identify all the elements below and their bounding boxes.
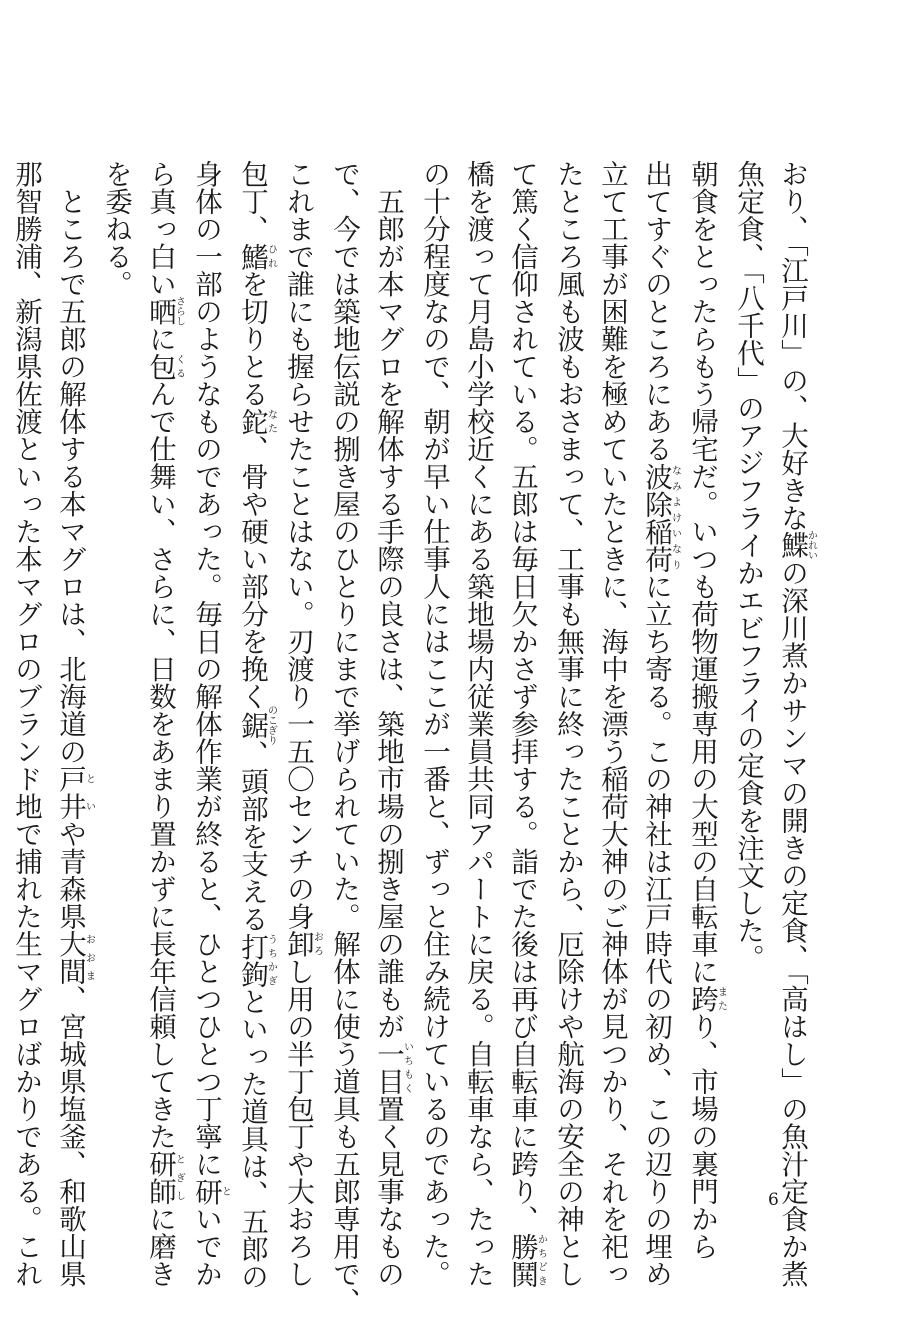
furigana: また bbox=[715, 985, 727, 1013]
ruby-base: 一目 bbox=[372, 1040, 404, 1095]
ruby-word bbox=[144, 296, 185, 327]
text-run: の深川煮かサンマの開きの定食、「高はし」の魚汁定食か煮 bbox=[776, 558, 808, 1288]
ruby-word bbox=[236, 242, 277, 271]
furigana: と bbox=[219, 1177, 231, 1205]
ruby-word bbox=[282, 930, 323, 958]
ruby-base: 研 bbox=[190, 1177, 222, 1205]
text-run: し用の半丁包丁や大おろし bbox=[282, 957, 314, 1288]
furigana: おおま bbox=[83, 930, 95, 985]
ruby-base: 晒 bbox=[144, 296, 176, 327]
text-column bbox=[590, 160, 634, 1288]
text-column bbox=[500, 160, 547, 1288]
text-column bbox=[546, 160, 590, 1288]
text-run: これまで誰にも握らせたことはない。刃渡り一五〇センチの身 bbox=[282, 160, 314, 930]
text-run: 身体の一部のようなものであった。毎日の解体作業が終ると、ひとつひとつ丁寧に bbox=[190, 160, 222, 1178]
ruby-word bbox=[236, 705, 277, 745]
furigana: くる bbox=[173, 352, 185, 380]
ruby-base: 波除稲荷 bbox=[640, 462, 672, 573]
ruby-base: 鰈 bbox=[776, 530, 808, 560]
text-column bbox=[138, 160, 185, 1288]
text-column bbox=[412, 160, 456, 1288]
ruby-word bbox=[236, 407, 277, 436]
text-column bbox=[4, 160, 48, 1288]
text-column bbox=[0, 160, 4, 1164]
text-run: 包丁、 bbox=[236, 160, 268, 243]
text-run: を委ねる。 bbox=[100, 160, 132, 298]
ruby-word bbox=[686, 985, 727, 1013]
text-run: おり、「江戸川」の、大好きな bbox=[776, 160, 808, 532]
text-run: 、宮城県塩釜、和歌山県 bbox=[54, 985, 86, 1288]
ruby-base: 大間 bbox=[54, 930, 86, 985]
text-run: 魚定食、「八千代」のアジフライかエビフライの定食を注文した。 bbox=[732, 160, 764, 972]
text-column bbox=[680, 160, 727, 1260]
text-run: の十分程度なので、朝が早い仕事人にはここが一番と、ずっと住み続けているのであった。 bbox=[418, 160, 450, 1288]
text-column-first bbox=[770, 160, 817, 1288]
text-run: 、骨や硬い部分を挽く bbox=[236, 435, 268, 710]
ruby-base: 跨 bbox=[686, 985, 718, 1013]
text-column bbox=[230, 160, 277, 1290]
ruby-word bbox=[144, 352, 185, 381]
ruby-word bbox=[54, 930, 95, 985]
furigana: さらし bbox=[173, 296, 185, 327]
text-run: 、頭部を支える bbox=[236, 740, 268, 933]
ruby-word bbox=[236, 932, 277, 988]
text-column bbox=[726, 160, 770, 1164]
ruby-base: 鉈 bbox=[236, 407, 268, 435]
text-run: を切りとる bbox=[236, 270, 268, 408]
page-number: 6 bbox=[768, 1190, 779, 1210]
ruby-base: 研師 bbox=[144, 1150, 176, 1205]
text-column bbox=[322, 160, 366, 1315]
ruby-base: 卸 bbox=[282, 930, 314, 958]
text-run: で、今では築地伝説の捌き屋のひとりにまで挙げられていた。解体に使う道具も五郎専用で、 bbox=[328, 160, 360, 1315]
furigana: うちかぎ bbox=[265, 932, 277, 988]
ruby-base: 鋸 bbox=[236, 705, 268, 745]
furigana: のこぎり bbox=[265, 705, 277, 745]
furigana: かれい bbox=[805, 530, 817, 560]
text-run: 出てすぐのところにある bbox=[640, 160, 672, 463]
ruby-word bbox=[144, 1150, 185, 1205]
ruby-word bbox=[372, 1040, 413, 1095]
text-run: て篤く信仰されている。五郎は毎日欠かさず参拝する。詣でた後は再び自転車に跨り、 bbox=[506, 160, 538, 1233]
furigana: とぎし bbox=[173, 1150, 185, 1205]
text-run: ら真っ白い bbox=[144, 160, 176, 298]
ruby-base: 包 bbox=[144, 352, 176, 380]
text-run: 立て工事が困難を極めていたときに、海中を漂う稲荷大神のご神体が見つかり、それを祀っ bbox=[596, 160, 628, 1288]
text-run: に bbox=[144, 325, 176, 353]
text-column bbox=[456, 160, 500, 1288]
text-run: や青森県 bbox=[54, 820, 86, 930]
text-run: 五郎が本マグロを解体する手際の良さは、築地市場の捌き屋の誰もが bbox=[372, 160, 404, 1040]
text-run: 那智勝浦、新潟県佐渡といった本マグロのブランド地で捕れた生マグロばかりである。これ bbox=[10, 160, 42, 1288]
text-run: に立ち寄る。この神社は江戸時代の初め、この辺りの埋め bbox=[640, 572, 672, 1288]
furigana: ひれ bbox=[265, 242, 277, 270]
ruby-word bbox=[640, 462, 681, 573]
ruby-word bbox=[776, 530, 817, 560]
text-run: といった道具は、五郎の bbox=[236, 987, 268, 1290]
furigana: いちもく bbox=[401, 1040, 413, 1095]
furigana: かちどき bbox=[535, 1232, 547, 1288]
text-column bbox=[48, 160, 95, 1288]
text-run: んで仕舞い、さらに、日数をあまり置かずに長年信頼してきた bbox=[144, 380, 176, 1150]
ruby-base: 勝鬨 bbox=[506, 1232, 538, 1288]
ruby-base: 打鉤 bbox=[236, 932, 268, 988]
ruby-word bbox=[54, 765, 95, 820]
ruby-word bbox=[506, 1232, 547, 1288]
text-run: に磨き bbox=[144, 1205, 176, 1288]
ruby-base: 鰭 bbox=[236, 242, 268, 270]
text-run: 置く見事なもの bbox=[372, 1095, 404, 1288]
ruby-word bbox=[190, 1177, 231, 1206]
furigana: なた bbox=[265, 407, 277, 435]
text-run: 朝食をとったらもう帰宅だ。いつも荷物運搬専用の大型の自転車に bbox=[686, 160, 718, 985]
text-column bbox=[184, 160, 231, 1288]
text-column bbox=[276, 160, 323, 1288]
text-run: たところ風も波もおさまって、工事も無事に終ったことから、厄除けや航海の安全の神とし bbox=[552, 160, 584, 1288]
text-run: いでか bbox=[190, 1205, 222, 1288]
furigana: とい bbox=[83, 765, 95, 820]
text-column bbox=[366, 160, 413, 1288]
furigana: なみよけいなり bbox=[669, 462, 681, 573]
vertical-body-text bbox=[10, 160, 817, 1315]
furigana: おろ bbox=[311, 930, 323, 958]
ruby-base: 戸井 bbox=[54, 765, 86, 820]
text-run: ところで五郎の解体する本マグロは、北海道の bbox=[54, 160, 86, 765]
text-column bbox=[634, 160, 681, 1288]
text-run: 橋を渡って月島小学校近くにある築地場内従業員共同アパートに戻る。自転車なら、たった bbox=[462, 160, 494, 1288]
text-run: り、市場の裏門から bbox=[686, 1012, 718, 1260]
text-column bbox=[94, 160, 138, 1164]
